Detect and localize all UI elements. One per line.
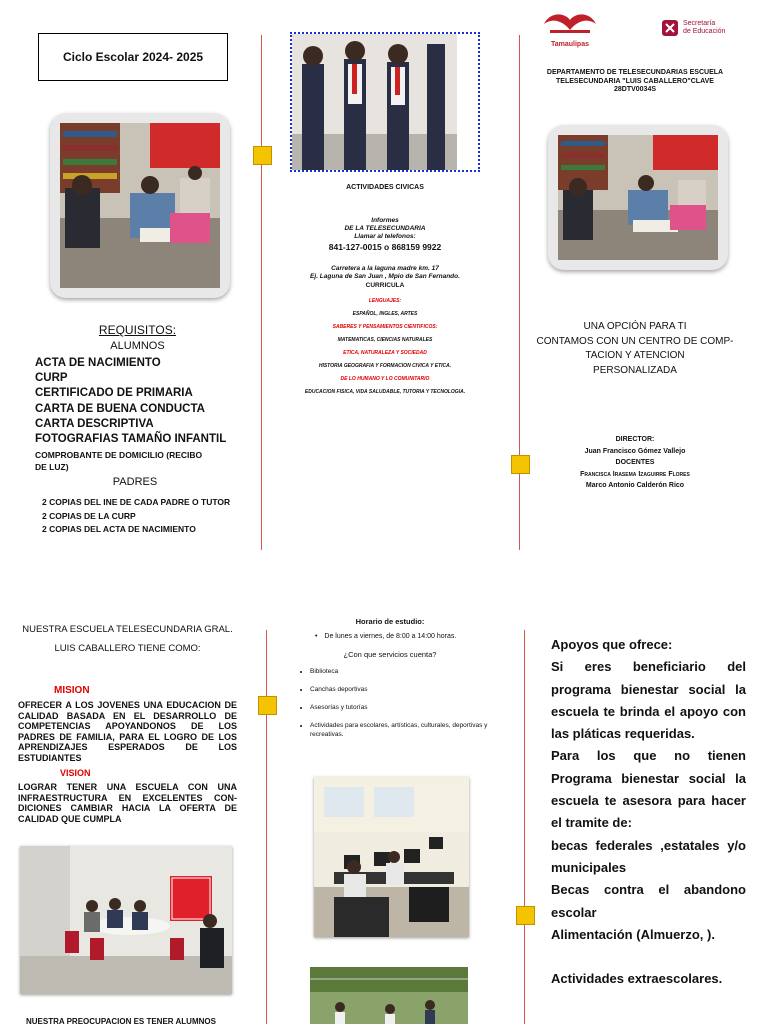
vision-label: VISION: [60, 768, 91, 778]
mision-text: OFRECER A LOS JOVENES UNA EDUCACION DE CALIDAD BASADA EN EL DESARROLLO DE COMPETENCIAS APOYANDONOS DE LOS PADRES DE FAMILIA, PARA EL LOGRO DE LOS APRENDIZAJES ESPERADOS DE LOS ESTUDIANTES: [18, 700, 237, 763]
civic-activities-image: [292, 34, 478, 170]
opcion-line: TACION Y ATENCION: [585, 350, 685, 361]
sep-emblem-icon: [660, 18, 680, 38]
sep-logo: [660, 15, 740, 41]
servicios-title: ¿Con que servicios cuenta?: [343, 650, 437, 659]
apoyos-paragraph: Becas contra el abandono escolar: [551, 882, 746, 920]
meeting-room-image: [20, 846, 232, 994]
opcion-line: CONTAMOS CON UN CENTRO DE COMP-: [536, 335, 734, 347]
informes-line: Informes: [371, 217, 399, 224]
divider-marker: [258, 696, 277, 715]
docente-name: Francisca Irasema Izaguirre Flores: [580, 470, 690, 478]
sports-photo: [310, 967, 468, 1024]
curricula-list: [280, 298, 490, 402]
apoyos-paragraph: Si eres beneficiario del programa bienestar social la escuela te brinda el apoyo con las pláticas requeridas.: [551, 659, 746, 742]
requisito-item: CARTA DE BUENA CONDUCTA: [35, 402, 205, 415]
director-label: DIRECTOR:: [615, 436, 655, 443]
sep-logo-text: Secretaría: [683, 20, 716, 27]
curricula-item: MATEMATICAS, CIENCIAS NATURALES: [337, 337, 433, 343]
actividades-civicas: ACTIVIDADES CIVICAS: [346, 184, 424, 191]
curricula-item: DE LO HUMANO Y LO COMUNITARIO: [340, 376, 430, 382]
sep-logo-text: de Educación: [683, 28, 726, 35]
padres-item: 2 COPIAS DEL ACTA DE NACIMIENTO: [42, 524, 196, 534]
director-name: Juan Francisco Gómez Vallejo: [584, 447, 686, 455]
opcion-line: PERSONALIZADA: [593, 364, 677, 376]
divider-marker: [253, 146, 272, 165]
curricula-item: ETICA, NATURALEZA Y SOCIEDAD: [343, 350, 427, 356]
servicio-item: • Actividades para escolares, artísticas, culturales, deportivas y recreativas.: [310, 721, 490, 739]
curricula-item: HISTORIA GEOGRAFIA Y FORMACION CIVICA Y ETICA.: [318, 363, 452, 369]
curricula-item: LENGUAJES:: [368, 298, 402, 304]
ciclo-escolar-box: [38, 33, 228, 81]
escuela-heading: NUESTRA ESCUELA TELESECUNDARIA GRAL.: [22, 624, 233, 635]
padres-item: 2 COPIAS DE LA CURP: [42, 510, 136, 521]
padres-list: [42, 496, 252, 537]
departamento-line: TELESECUNDARIA "LUIS CABALLERO"CLAVE: [556, 77, 714, 85]
curricula-title: CURRICULA: [365, 282, 405, 289]
ciclo-escolar-text: Ciclo Escolar 2024- 2025: [62, 50, 204, 64]
departamento-line: DEPARTAMENTO DE TELESECUNDARIAS ESCUELA: [546, 69, 724, 76]
servicio-item: • Biblioteca: [310, 667, 490, 676]
divider-marker: [511, 455, 530, 474]
preocupacion-text: NUESTRA PREOCUPACION ES TENER ALUMNOS: [26, 1017, 216, 1026]
sports-field-image: [310, 967, 468, 1024]
classroom-photo-left: [50, 113, 230, 298]
divider-line: [266, 630, 267, 1024]
classroom-image: [60, 123, 220, 288]
tamaulipas-emblem-icon: [540, 10, 600, 38]
direccion-line: Carretera a la laguna madre km. 17: [331, 265, 439, 272]
horario-title: Horario de estudio:: [355, 617, 425, 626]
tamaulipas-logo-text: Tamaulipas: [551, 41, 589, 48]
curricula-item: ESPAÑOL, INGLES, ARTES: [352, 311, 418, 317]
curricula-item: SABERES Y PENSAMIENTOS CIENTIFICOS:: [332, 324, 438, 330]
departamento-line: 28DTV0034S: [613, 86, 657, 93]
alumnos-list: [35, 356, 235, 473]
requisito-item: CERTIFICADO DE PRIMARIA: [35, 387, 193, 400]
informes-line: DE LA TELESECUNDARIA: [344, 225, 426, 232]
divider-line: [524, 630, 525, 1024]
escuela-heading: LUIS CABALLERO TIENE COMO:: [54, 643, 201, 654]
requisitos-title: REQUISITOS:: [98, 323, 177, 337]
docentes-label: DOCENTES: [615, 459, 655, 466]
computer-lab-image: [314, 777, 469, 937]
classroom-image: [558, 135, 718, 260]
apoyos-title: Apoyos que ofrece:: [551, 637, 673, 652]
padres-item: 2 COPIAS DEL INE DE CADA PADRE O TUTOR: [42, 497, 231, 507]
meeting-photo: [20, 846, 232, 994]
apoyos-paragraph: Actividades extraescolares.: [551, 971, 723, 987]
telefonos: 841-127-0015 o 868159 9922: [328, 242, 442, 252]
bullet-dot: •: [315, 633, 318, 640]
divider-marker: [516, 906, 535, 925]
horario-item: De lunes a viernes, de 8:00 a 14:00 horas.: [324, 633, 457, 640]
apoyos-paragraph: Alimentación (Almuerzo, ).: [551, 926, 715, 942]
mision-label: MISION: [54, 685, 90, 696]
vision-text: LOGRAR TENER UNA ESCUELA CON UNA INFRAESTRUCTURA EN EXCELENTES CON-DICIONES CAMBIAR HACIA LA OFERTA DE CALIDAD QUE CUMPLA: [18, 782, 237, 824]
requisito-item: FOTOGRAFIAS TAMAÑO INFANTIL: [35, 433, 227, 446]
alumnos-label: ALUMNOS: [110, 340, 165, 352]
requisito-item: CARTA DESCRIPTIVA: [35, 417, 154, 430]
docente-name: Marco Antonio Calderón Rico: [585, 482, 685, 489]
computer-lab-photo: [314, 777, 469, 937]
classroom-photo-right: [548, 125, 728, 270]
apoyos-section: [551, 634, 746, 990]
apoyos-paragraph: becas federales ,estatales y/o municipales: [551, 837, 746, 875]
apoyos-paragraph: Para los que no tienen Programa bienestar social la escuela te asesora para hacer el tramite de:: [551, 748, 746, 831]
informes-line: Llamar al telefonos:: [354, 233, 416, 240]
opcion-line: UNA OPCIÓN PARA TI: [583, 321, 687, 332]
servicio-item: • Canchas deportivas: [310, 685, 490, 694]
requisito-item: CURP: [35, 372, 68, 385]
requisito-item: ACTA DE NACIMIENTO: [35, 357, 161, 369]
civic-photo-frame: [290, 32, 480, 172]
tamaulipas-logo: [540, 10, 600, 46]
servicios-list: [298, 667, 490, 747]
divider-line: [261, 35, 262, 550]
comprobante-item: COMPROBANTE DE DOMICILIO (RECIBO DE LUZ): [35, 450, 203, 473]
direccion-line: Ej. Laguna de San Juan , Mpio de San Fernando.: [310, 273, 460, 280]
curricula-item: EDUCACION FISICA, VIDA SALUDABLE, TUTORIA Y TECNOLOGIA.: [304, 389, 466, 395]
servicio-item: • Asesorías y tutorías: [310, 703, 490, 712]
padres-label: PADRES: [112, 476, 158, 488]
